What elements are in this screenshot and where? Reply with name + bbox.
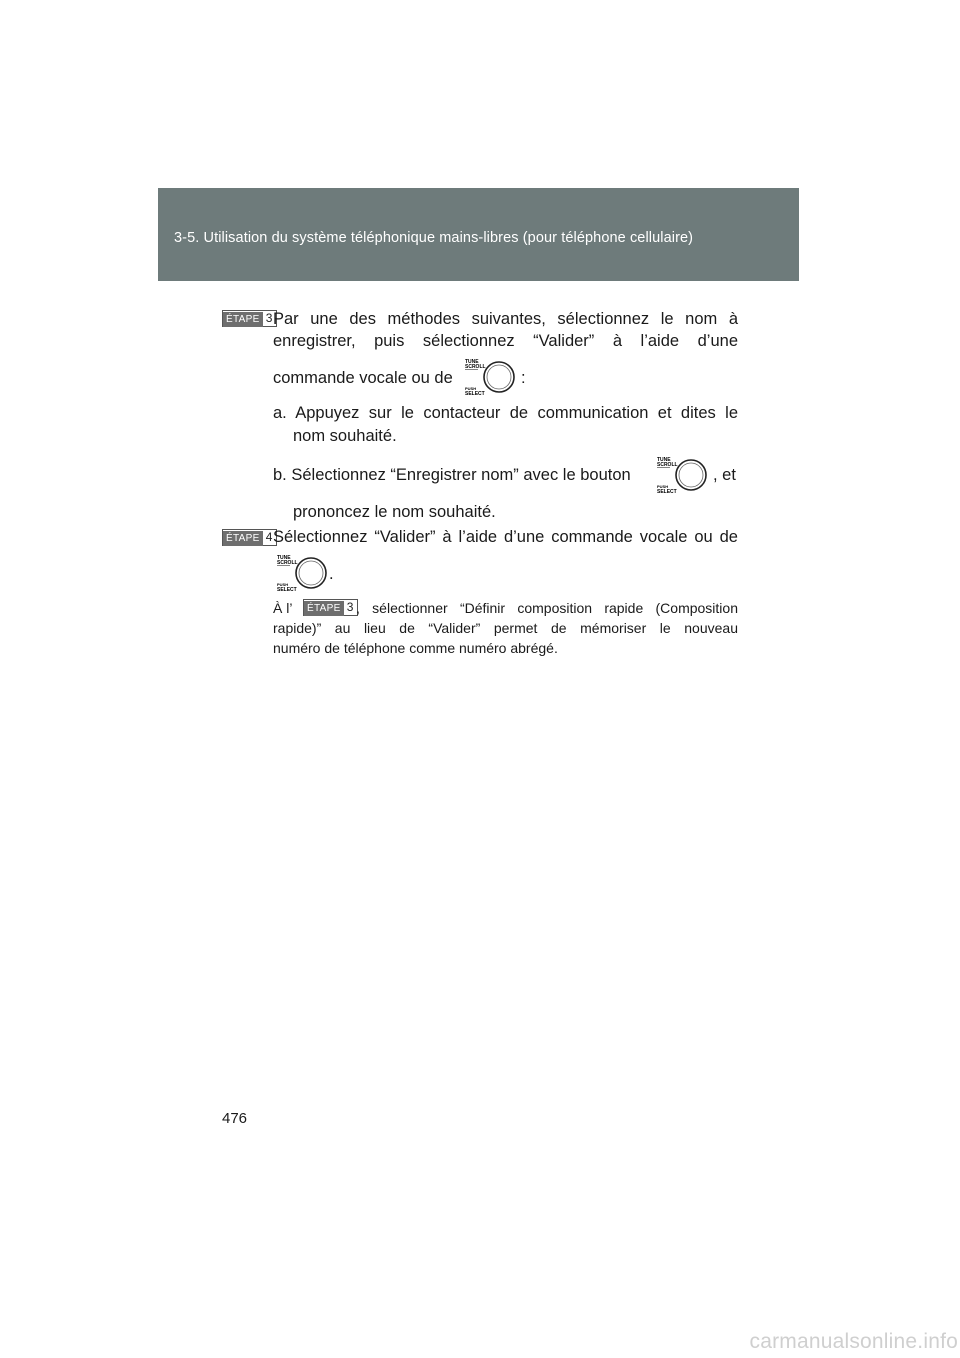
step3-line1: Par une des méthodes suivantes, sélectionnez le nom à: [273, 310, 738, 328]
tune-scroll-knob-icon: [464, 357, 516, 397]
step4-line2-end: .: [329, 565, 334, 583]
note-line1: , sélectionner “Définir composition rapide (Composition: [356, 600, 738, 616]
step-badge-label: ÉTAPE: [304, 601, 344, 616]
note-line2: rapide)” au lieu de “Valider” permet de mémoriser le nouveau: [273, 620, 738, 636]
step3-option-a-line2: nom souhaité.: [293, 427, 397, 445]
step-badge-3: [222, 310, 277, 327]
svg-text:PUSH: PUSH: [657, 484, 669, 489]
step-badge-label: ÉTAPE: [223, 312, 263, 327]
step-badge-number: 3: [346, 600, 354, 614]
section-header: [158, 188, 799, 281]
step3-line2: enregistrer, puis sélectionnez “Valider” à l’aide d’une: [273, 332, 738, 350]
svg-text:SCROLL: SCROLL: [277, 560, 298, 566]
tune-scroll-knob-icon: [656, 455, 708, 495]
step3-line3-colon: :: [521, 369, 526, 387]
section-title: 3-5. Utilisation du système téléphonique mains-libres (pour téléphone cellulaire): [174, 230, 694, 246]
step3-option-a-line1: a. Appuyez sur le contacteur de communication et dites le: [273, 404, 738, 422]
tune-scroll-knob-icon: [276, 553, 328, 593]
svg-text:TUNE: TUNE: [277, 555, 291, 561]
note-step-badge-3: [303, 599, 358, 616]
watermark: carmanualsonline.info: [749, 1330, 958, 1353]
step-badge-number: 3: [265, 311, 273, 325]
svg-text:SELECT: SELECT: [277, 587, 297, 593]
svg-text:SELECT: SELECT: [657, 489, 677, 495]
step3-line3: commande vocale ou de: [273, 369, 453, 387]
svg-text:TUNE: TUNE: [465, 359, 479, 365]
svg-text:PUSH: PUSH: [277, 582, 289, 587]
svg-text:PUSH: PUSH: [465, 386, 477, 391]
svg-text:TUNE: TUNE: [657, 457, 671, 463]
step3-option-b-line1: b. Sélectionnez “Enregistrer nom” avec le bouton: [273, 466, 631, 484]
step-badge-label: ÉTAPE: [223, 531, 263, 546]
note-line3: numéro de téléphone comme numéro abrégé.: [273, 640, 558, 656]
step4-line1: Sélectionnez “Valider” à l’aide d’une commande vocale ou de: [273, 528, 738, 546]
step3-option-b-line1-end: , et: [713, 466, 736, 484]
note-prefix: À l’: [273, 600, 293, 616]
step3-option-b-line2: prononcez le nom souhaité.: [293, 503, 496, 521]
page-number: 476: [222, 1110, 248, 1127]
svg-text:SCROLL: SCROLL: [465, 364, 486, 370]
svg-text:SELECT: SELECT: [465, 391, 485, 397]
step-badge-number: 4: [265, 530, 273, 544]
step-badge-4: [222, 529, 277, 546]
svg-text:SCROLL: SCROLL: [657, 462, 678, 468]
